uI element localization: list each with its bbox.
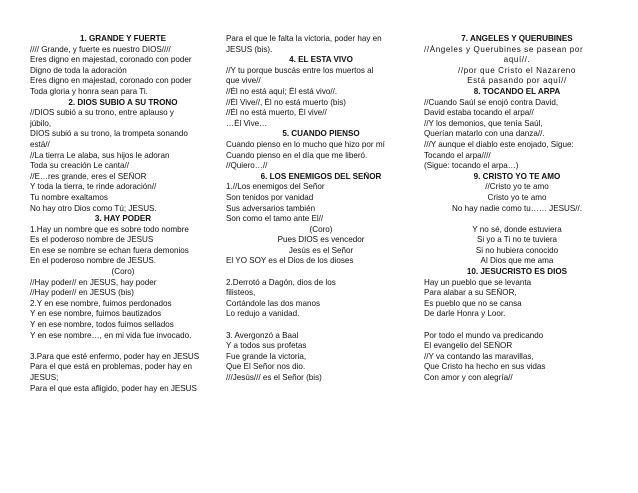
blank-line	[226, 267, 416, 278]
song-title: 7. ANGELES Y QUERUBINES	[461, 34, 573, 43]
song-title: 10. JESUCRISTO ES DIOS	[466, 267, 568, 277]
lyric-line: Y a todos sus profetas	[226, 341, 307, 351]
lyric-line: Si no hubiera conocido	[475, 245, 559, 255]
song-title: 3. HAY PODER	[94, 214, 152, 224]
lyric-line: está//	[30, 139, 50, 149]
lyric-line: júbilo,	[30, 118, 52, 128]
lyric-line: Tu nombre exaltamos	[30, 192, 108, 202]
lyric-line: En ese se nombre se echan fuera demonios	[30, 245, 189, 255]
lyric-line: Son tenidos por vanidad	[226, 192, 314, 202]
lyric-line: //La tierra Le alaba, sus hijos le adoran	[30, 150, 170, 160]
lyric-line: Y en ese nombre, fuimos bautizados	[30, 309, 162, 319]
lyric-line: que vive//	[226, 76, 261, 86]
lyric-line: Cuando pienso en el día que me liberó.	[226, 150, 368, 160]
lyric-line: filisteos,	[226, 288, 256, 298]
lyric-line: Tocando el arpa////	[424, 150, 491, 160]
column-right	[424, 34, 610, 384]
blank-line	[30, 341, 216, 352]
lyric-line: Para el que está en problemas, poder hay en	[30, 362, 192, 372]
lyric-line: Querían matarlo con una danza//.	[424, 129, 545, 139]
lyric-line: //Él no está aquí; Él está vivo//.	[226, 86, 338, 96]
song-title: 1. GRANDE Y FUERTE	[79, 34, 167, 43]
song-title: 9. CRISTO YO TE AMO	[473, 171, 561, 181]
lyric-line: 2.Derrotó a Dagón, dios de los	[226, 277, 336, 287]
lyric-line: David estaba tocando el arpa//	[424, 108, 534, 118]
lyric-line: (Sigue: tocando el arpa…)	[424, 161, 519, 171]
lyric-line: //DIOS subió a su trono, entre aplauso y	[30, 108, 174, 118]
lyric-line: Con amor y con alegría//	[424, 373, 513, 382]
lyric-line: Sus adversarios también	[226, 203, 316, 213]
lyric-line: //Él no está muerto, Él vive//	[226, 108, 327, 118]
lyric-line: JESUS (bis).	[226, 44, 273, 54]
lyric-line: Y en ese nombre…, en mi vida fue invocado.	[30, 330, 192, 340]
lyric-line: 1.Hay un nombre que es sobre todo nombre	[30, 224, 189, 234]
lyric-line: JESUS;	[30, 373, 59, 382]
lyric-line: ///Y aunque el diablo este enojado, Sigue:	[424, 139, 574, 149]
lyric-line: Está pasando por aquí//	[467, 76, 567, 86]
lyric-line: DIOS subió a su trono, la trompeta sonando	[30, 129, 188, 139]
column-left	[30, 34, 216, 394]
lyric-line: //Cuando Saúl se enojó contra David,	[424, 97, 559, 107]
lyric-line: Es pueblo que no se cansa	[424, 298, 522, 308]
lyric-line: //Hay poder// en JESUS (bis)	[30, 288, 134, 298]
lyric-line: //por que Cristo el Nazareno	[457, 65, 577, 75]
lyric-line: El evangelio del SEÑOR	[424, 341, 513, 351]
lyric-line: 3.Para que esté enfermo, poder hay en JESUS	[30, 351, 200, 361]
lyric-line: Que Cristo ha hecho en sus vidas	[424, 362, 546, 372]
lyric-line: (Coro)	[111, 267, 135, 277]
lyric-line: //Y los demonios, que tenía Saúl,	[424, 118, 543, 128]
lyric-line: Cuando pienso en lo mucho que hizo por mí	[226, 139, 385, 149]
song-title: 8. TOCANDO EL ARPA	[473, 86, 561, 96]
lyric-line: Lo redujo a vanidad.	[226, 309, 300, 319]
lyric-line: Son como el tamo ante El//	[226, 214, 324, 224]
lyric-line: (Coro)	[309, 224, 333, 234]
lyric-line: Toda su creación Le canta//	[30, 161, 129, 171]
lyric-line: Para el que esta afligido, poder hay en JESUS	[30, 383, 197, 393]
lyric-line: No hay nadie como tu…… JESUS//.	[451, 203, 582, 213]
lyric-line: Si yo a Ti no te tuviera	[476, 235, 558, 245]
lyric-line: De darle Honra y Loor.	[424, 309, 506, 319]
lyric-line: //Quiero…//	[226, 161, 268, 171]
lyric-line: Pues DIOS es vencedor	[277, 235, 365, 245]
song-title: 5. CUANDO PIENSO	[282, 129, 360, 139]
lyric-line: aquí//.	[503, 55, 531, 65]
lyric-line: Cortándole las dos manos	[226, 298, 321, 308]
lyric-line: //Y va contando las maravillas,	[424, 351, 534, 361]
lyric-line: //Cristo yo te amo	[485, 182, 549, 192]
lyric-line: Y toda la tierra, te rinde adoración//	[30, 182, 157, 192]
lyric-line: Fue grande la victoria,	[226, 351, 307, 361]
lyric-line: 1.//Los enemigos del Señor	[226, 182, 325, 192]
lyric-line: El YO SOY es el Dios de los dioses	[226, 256, 354, 266]
lyric-line: 3. Avergonzó a Baal	[226, 330, 299, 340]
lyric-line: Por todo el mundo va predicando	[424, 330, 544, 340]
lyric-line: //Y tu porque buscás entre los muertos al	[226, 65, 374, 75]
song-title: 6. LOS ENEMIGOS DEL SEÑOR	[260, 171, 382, 181]
lyric-line: Cristo yo te amo	[487, 192, 547, 202]
lyric-line: Es el poderoso nombre de JESUS	[30, 235, 154, 245]
lyric-line: Y no sé, donde estuviera	[472, 224, 562, 234]
blank-line	[226, 320, 416, 331]
lyric-line: Y en ese nombre, todos fuimos sellados	[30, 320, 174, 330]
lyric-line: Que El Señor nos dio.	[226, 362, 306, 372]
lyric-line: …Él Vive…	[226, 118, 268, 128]
song-title: 2. DIOS SUBIO A SU TRONO	[68, 97, 178, 107]
lyric-line: Toda gloria y honra sean para Ti.	[30, 86, 148, 96]
lyric-line: Jesús es el Señor	[288, 245, 354, 255]
lyric-line: En el poderoso nombre de JESUS.	[30, 256, 156, 266]
lyric-line: Eres digno en majestad, coronado con poder	[30, 76, 192, 86]
lyric-line: //Ángeles y Querubines se pasean por	[424, 44, 584, 54]
lyric-line: ///Jesús/// es el Señor (bis)	[226, 373, 322, 382]
lyric-line: Eres digno en majestad, coronado con poder	[30, 55, 192, 65]
lyric-line: Digno de toda la adoración	[30, 65, 127, 75]
lyric-line: Para alabar a su SEÑOR,	[424, 288, 517, 298]
blank-line	[424, 214, 610, 225]
lyric-line: No hay otro Dios como Tú; JESUS.	[30, 203, 157, 213]
blank-line	[424, 320, 610, 331]
lyric-line: //// Grande, y fuerte es nuestro DIOS////	[30, 44, 171, 54]
lyric-line: Hay un pueblo que se levanta	[424, 277, 532, 287]
lyric-line: //Hay poder// en JESUS, hay poder	[30, 277, 157, 287]
lyric-line: Para el que le falta la victoria, poder hay en	[226, 34, 382, 43]
lyric-line: 2.Y en ese nombre, fuimos perdonados	[30, 298, 172, 308]
lyric-line: //Él Vive//, Él no está muerto (bis)	[226, 97, 346, 107]
lyric-line: Al Dios que me ama	[480, 256, 554, 266]
lyric-line: //E…res grande, eres el SEÑOR	[30, 171, 147, 181]
column-middle	[226, 34, 416, 384]
song-title: 4. EL ESTA VIVO	[289, 55, 353, 65]
